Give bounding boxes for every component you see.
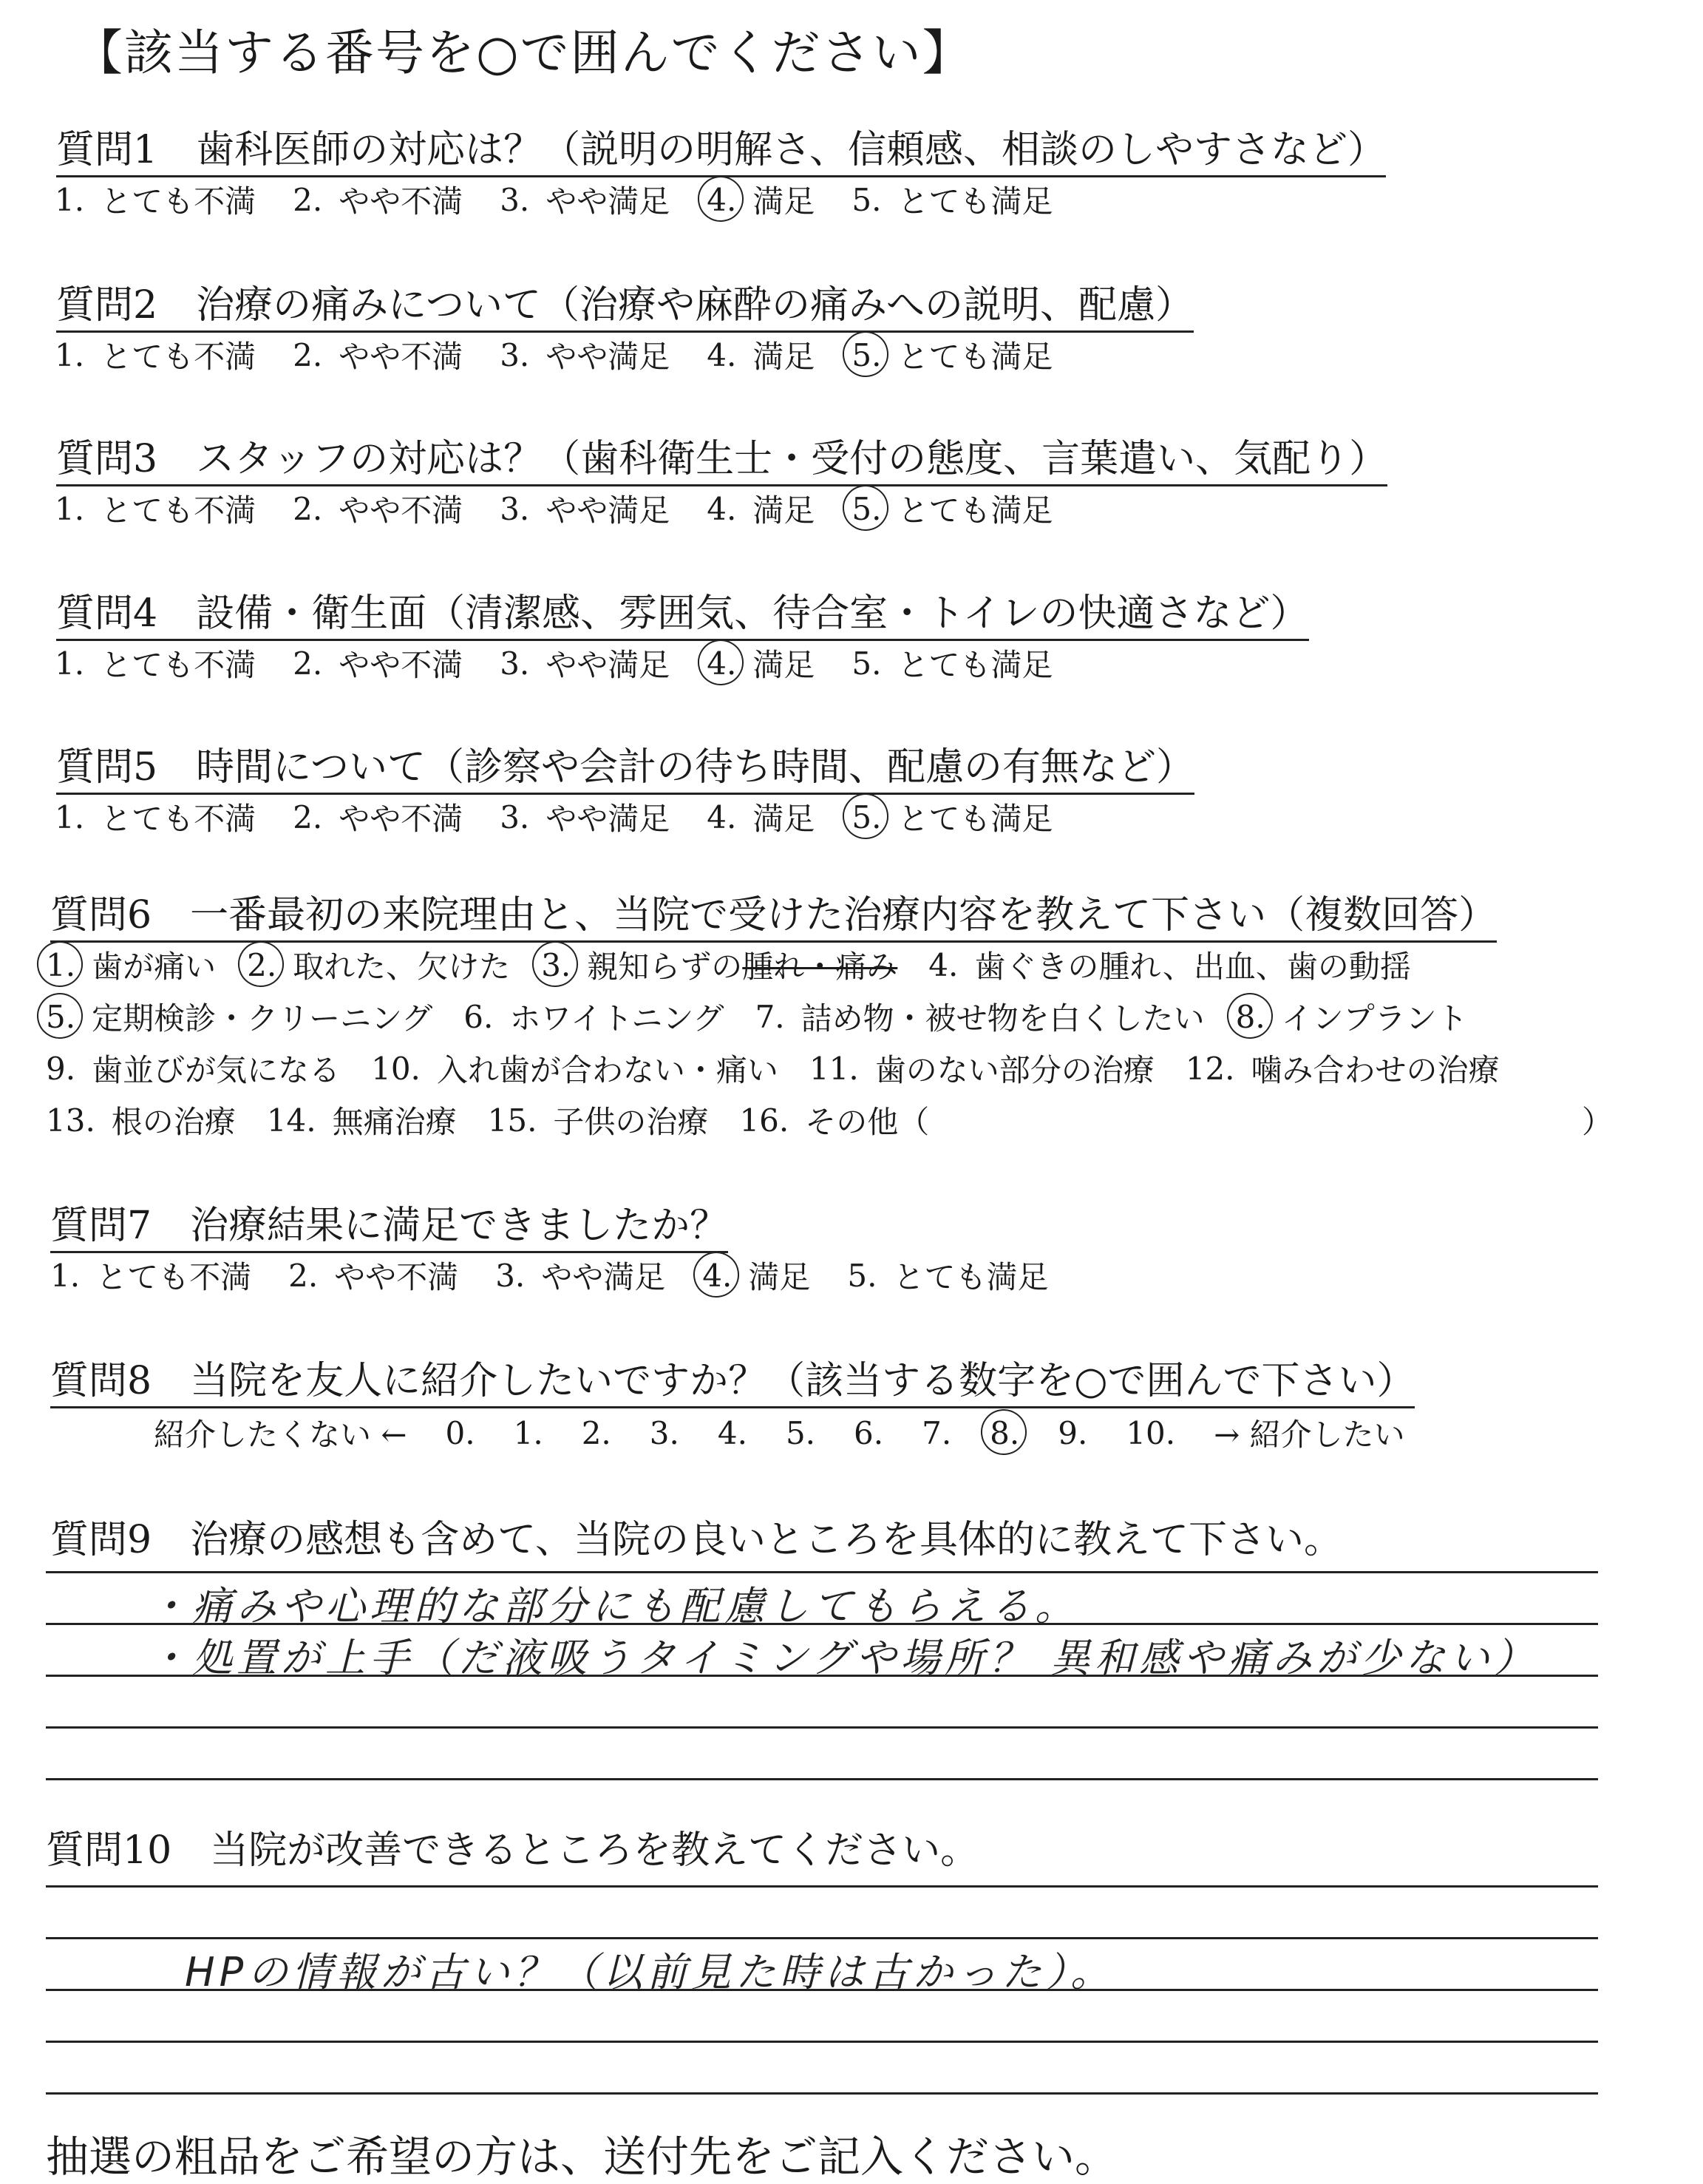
option-label: 満足 xyxy=(748,1259,811,1295)
treatment-options-row xyxy=(46,1098,960,1142)
option-number: 1. xyxy=(55,336,85,373)
scale-number[interactable]: 4. xyxy=(717,1414,747,1451)
option-number: 4. xyxy=(707,336,737,373)
option-number: 3. xyxy=(500,336,530,373)
treatment-options-row xyxy=(46,994,1499,1039)
option-number: 1. xyxy=(55,181,85,218)
option-number: 3. xyxy=(541,946,571,983)
scale-number[interactable]: 6. xyxy=(854,1414,884,1451)
treatment-option[interactable] xyxy=(739,1098,929,1142)
option-label: 歯ぐきの腫れ、出血、歯の動揺 xyxy=(974,949,1411,985)
option-label: やや満足 xyxy=(545,647,670,683)
rating-option[interactable] xyxy=(500,333,670,377)
option-label: 取れた、欠けた xyxy=(293,949,511,985)
treatment-option[interactable] xyxy=(46,943,216,987)
option-label: やや満足 xyxy=(541,1259,666,1295)
option-label: やや満足 xyxy=(545,801,670,837)
rating-option[interactable] xyxy=(707,177,815,222)
question-8-heading: 質問8 当院を友人に紹介したいですか？（該当する数字を○で囲んで下さい） xyxy=(50,1349,1415,1408)
rating-option[interactable] xyxy=(55,795,256,839)
option-label: 親知らずの xyxy=(587,949,743,985)
option-label: やや満足 xyxy=(545,492,670,529)
option-label: 歯のない部分の治療 xyxy=(874,1052,1155,1088)
treatment-option[interactable] xyxy=(809,1046,1155,1091)
treatment-option[interactable] xyxy=(488,1098,709,1142)
option-number: 4. xyxy=(707,645,737,682)
rating-option[interactable] xyxy=(293,177,463,222)
option-label: 満足 xyxy=(752,183,815,220)
answer-line xyxy=(46,2092,1598,2095)
option-label: やや不満 xyxy=(339,183,463,220)
question-1-options xyxy=(55,177,1090,222)
treatment-options-row xyxy=(46,1046,1531,1091)
option-label: 噛み合わせの治療 xyxy=(1251,1052,1500,1088)
treatment-option[interactable] xyxy=(463,994,724,1039)
rating-option[interactable] xyxy=(55,641,256,685)
option-label: 歯並びが気になる xyxy=(92,1052,341,1088)
footer-instruction: 抽選の粗品をご希望の方は、送付先をご記入ください。 xyxy=(46,2132,1118,2182)
option-number: 5. xyxy=(847,1257,877,1294)
option-label: とても不満 xyxy=(101,492,256,529)
option-number: 10. xyxy=(371,1050,421,1087)
option-number: 5. xyxy=(852,645,882,682)
q9-answer-line-1: ・痛みや心理的な部分にも配慮してもらえる。 xyxy=(148,1583,1079,1629)
option-label: 満足 xyxy=(752,647,815,683)
answer-line xyxy=(46,1885,1598,1888)
option-number: 16. xyxy=(739,1102,789,1139)
option-label: 定期検診・クリーニング xyxy=(92,1000,433,1037)
question-7-options xyxy=(50,1253,1085,1298)
option-label: やや満足 xyxy=(545,339,670,375)
option-number: 2. xyxy=(288,1257,319,1294)
option-label: とても不満 xyxy=(101,339,256,375)
treatment-option[interactable] xyxy=(267,1098,457,1142)
rating-option[interactable] xyxy=(500,795,670,839)
option-label: とても満足 xyxy=(897,183,1053,220)
rating-option[interactable] xyxy=(702,1253,810,1298)
option-number: 3. xyxy=(500,181,530,218)
page-title: 【該当する番号を○で囲んでください】 xyxy=(74,24,973,81)
option-number: 2. xyxy=(293,645,323,682)
option-number: 12. xyxy=(1185,1050,1235,1087)
question-9-heading: 質問9 治療の感想も含めて、当院の良いところを具体的に教えて下さい。 xyxy=(50,1518,1343,1562)
option-number: 1. xyxy=(55,798,85,835)
scale-number[interactable]: 3. xyxy=(649,1414,679,1451)
question-5-heading: 質問5 時間について（診察や会計の待ち時間、配慮の有無など） xyxy=(56,736,1194,795)
treatment-option[interactable] xyxy=(755,994,1205,1039)
question-5-options xyxy=(55,795,1090,839)
q9-answer-line-2: ・処置が上手（だ液吸うタイミングや場所？ 異和感や痛みが少ない） xyxy=(148,1635,1539,1681)
rating-option[interactable] xyxy=(707,795,815,839)
option-number: 2. xyxy=(293,181,323,218)
treatment-option[interactable] xyxy=(928,943,1411,987)
scale-number[interactable]: 5. xyxy=(785,1414,816,1451)
rating-option[interactable] xyxy=(288,1253,458,1298)
option-number: 1. xyxy=(46,946,76,983)
option-number: 15. xyxy=(487,1102,537,1139)
rating-option[interactable] xyxy=(500,486,670,531)
question-4-options xyxy=(55,641,1090,685)
option-label: 詰め物・被せ物を白くしたい xyxy=(800,1000,1205,1037)
option-label: とても満足 xyxy=(897,647,1053,683)
option-number: 2. xyxy=(293,336,323,373)
option-label: 満足 xyxy=(752,801,815,837)
option-number: 5. xyxy=(852,798,882,835)
option-label: インプラント xyxy=(1281,1000,1468,1037)
scale-number[interactable]: 10. xyxy=(1126,1414,1176,1451)
option-label: とても不満 xyxy=(101,647,256,683)
option-number: 4. xyxy=(702,1257,732,1294)
treatment-options-row xyxy=(46,943,1442,987)
option-label: 歯が痛い xyxy=(92,949,217,985)
answer-line xyxy=(46,1937,1598,1939)
question-3-options xyxy=(55,486,1090,531)
scale-number[interactable]: 2. xyxy=(581,1414,611,1451)
rating-option[interactable] xyxy=(55,177,256,222)
option-label: やや満足 xyxy=(545,183,670,220)
option-label: 満足 xyxy=(752,492,815,529)
option-label: 根の治療 xyxy=(111,1104,236,1140)
rating-option[interactable] xyxy=(50,1253,251,1298)
option-number: 4. xyxy=(707,181,737,218)
option-label: やや不満 xyxy=(339,339,463,375)
option-number: 2. xyxy=(293,798,323,835)
scale-left-label: 紹介したくない ← xyxy=(154,1417,407,1453)
rating-option[interactable] xyxy=(293,641,463,685)
question-4-heading: 質問4 設備・衛生面（清潔感、雰囲気、待合室・トイレの快適さなど） xyxy=(56,582,1309,641)
option-number: 8. xyxy=(1235,998,1265,1035)
treatment-option[interactable] xyxy=(541,943,897,987)
rating-option[interactable] xyxy=(293,486,463,531)
rating-option[interactable] xyxy=(707,641,815,685)
option-number: 5. xyxy=(852,490,882,527)
option-label: とても不満 xyxy=(101,183,256,220)
option-label: とても満足 xyxy=(893,1259,1049,1295)
option-number: 9. xyxy=(46,1050,76,1087)
rating-option[interactable] xyxy=(852,177,1053,222)
option-label: 入れ歯が合わない・痛い xyxy=(436,1052,778,1088)
rating-option[interactable] xyxy=(293,795,463,839)
scale-right-label: → 紹介したい xyxy=(1214,1417,1405,1453)
option-label: とても満足 xyxy=(897,801,1053,837)
rating-option[interactable] xyxy=(293,333,463,377)
rating-option[interactable] xyxy=(852,641,1053,685)
scale-number[interactable]: 7. xyxy=(922,1414,952,1451)
rating-option[interactable] xyxy=(852,333,1053,377)
rating-option[interactable] xyxy=(495,1253,665,1298)
rating-option[interactable] xyxy=(55,333,256,377)
option-label: 無痛治療 xyxy=(332,1104,457,1140)
option-number: 2. xyxy=(247,946,277,983)
option-number: 3. xyxy=(500,798,530,835)
option-number: 2. xyxy=(293,490,323,527)
struck-label: 腫れ・痛み xyxy=(742,949,898,985)
rating-option[interactable] xyxy=(707,486,815,531)
option-label: とても満足 xyxy=(897,492,1053,529)
question-6-heading: 質問6 一番最初の来院理由と、当院で受けた治療内容を教えて下さい（複数回答） xyxy=(50,884,1497,943)
option-number: 13. xyxy=(46,1102,95,1139)
rating-option[interactable] xyxy=(55,486,256,531)
scale-number[interactable]: 0. xyxy=(445,1414,475,1451)
treatment-option[interactable] xyxy=(247,943,510,987)
option-number: 1. xyxy=(50,1257,81,1294)
recommend-scale xyxy=(154,1411,1444,1455)
scale-number[interactable]: 9. xyxy=(1058,1414,1088,1451)
option-label: とても不満 xyxy=(101,801,256,837)
question-2-heading: 質問2 治療の痛みについて（治療や麻酔の痛みへの説明、配慮） xyxy=(56,274,1194,333)
rating-option[interactable] xyxy=(707,333,815,377)
option-number: 5. xyxy=(46,998,76,1035)
scale-number[interactable]: 1. xyxy=(513,1414,543,1451)
option-number: 3. xyxy=(500,645,530,682)
option-label: 子供の治療 xyxy=(553,1104,709,1140)
treatment-option[interactable] xyxy=(46,1046,340,1091)
option-number: 7. xyxy=(755,998,785,1035)
rating-option[interactable] xyxy=(847,1253,1048,1298)
question-2-options xyxy=(55,333,1090,377)
question-1-heading: 質問1 歯科医師の対応は？（説明の明解さ、信頼感、相談のしやすさなど） xyxy=(56,118,1386,177)
rating-option[interactable] xyxy=(852,486,1053,531)
option-label: やや不満 xyxy=(339,492,463,529)
option-number: 1. xyxy=(55,645,85,682)
option-number: 14. xyxy=(266,1102,316,1139)
option-label: とても不満 xyxy=(96,1259,252,1295)
question-10-heading: 質問10 当院が改善できるところを教えてください。 xyxy=(46,1828,979,1873)
question-7-heading: 質問7 治療結果に満足できましたか？ xyxy=(50,1194,728,1253)
option-label: やや不満 xyxy=(334,1259,459,1295)
treatment-option[interactable] xyxy=(46,994,432,1039)
question-3-heading: 質問3 スタッフの対応は？（歯科衛生士・受付の態度、言葉遣い、気配り） xyxy=(56,427,1387,486)
answer-line xyxy=(46,1726,1598,1729)
option-number: 11. xyxy=(809,1050,859,1087)
option-label: やや不満 xyxy=(339,647,463,683)
option-number: 4. xyxy=(707,490,737,527)
option-number: 5. xyxy=(852,336,882,373)
option-number: 5. xyxy=(852,181,882,218)
option-label: その他（ xyxy=(805,1104,930,1140)
option-label: ホワイトニング xyxy=(509,1000,724,1037)
treatment-option[interactable] xyxy=(46,1098,236,1142)
option-label: やや不満 xyxy=(339,801,463,837)
option-number: 3. xyxy=(500,490,530,527)
option-label: 満足 xyxy=(752,339,815,375)
scale-number[interactable]: 8. xyxy=(990,1414,1020,1451)
treatment-option[interactable] xyxy=(371,1046,778,1091)
option-number: 4. xyxy=(928,946,959,983)
answer-line xyxy=(46,2041,1598,2043)
treatment-option[interactable] xyxy=(1186,1046,1500,1091)
treatment-option[interactable] xyxy=(1236,994,1468,1039)
option-number: 1. xyxy=(55,490,85,527)
option-number: 4. xyxy=(707,798,737,835)
rating-option[interactable] xyxy=(500,641,670,685)
answer-line xyxy=(46,1571,1598,1573)
rating-option[interactable] xyxy=(500,177,670,222)
option-label: とても満足 xyxy=(897,339,1053,375)
option-number: 3. xyxy=(495,1257,526,1294)
option-number: 6. xyxy=(463,998,494,1035)
rating-option[interactable] xyxy=(852,795,1053,839)
answer-line xyxy=(46,1778,1598,1780)
q10-answer: HPの情報が古い？（以前見た時は古かった）。 xyxy=(185,1949,1115,1995)
other-close-paren: ） xyxy=(1582,1104,1614,1140)
